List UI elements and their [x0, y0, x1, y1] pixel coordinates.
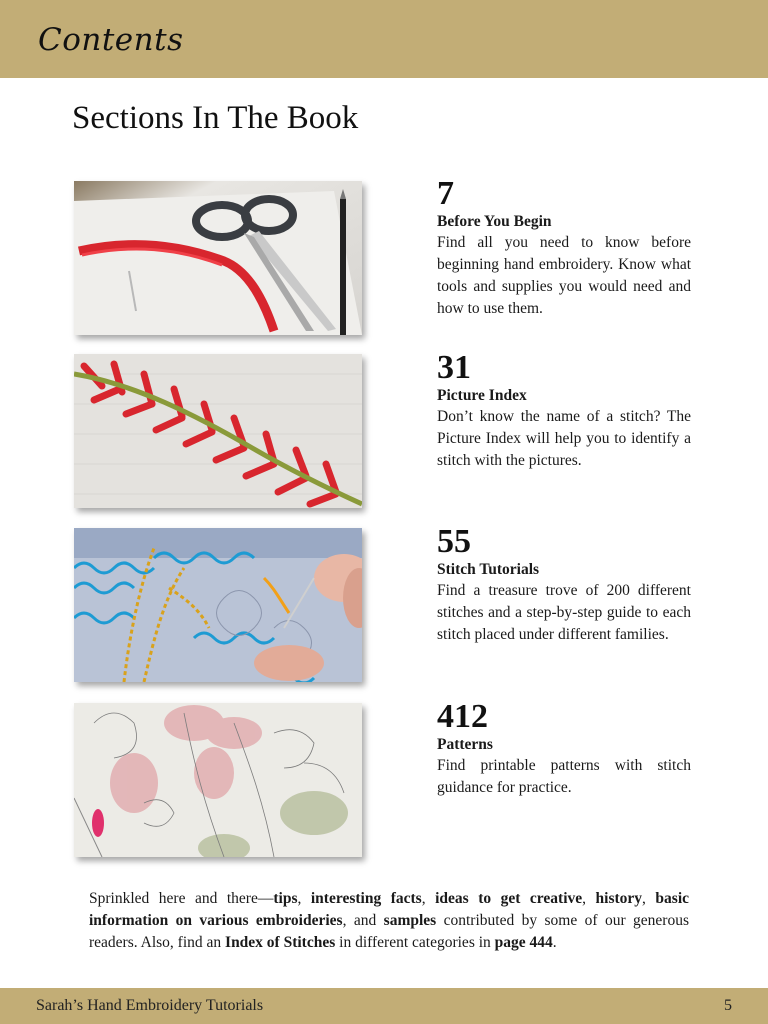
entry-patterns	[437, 699, 691, 799]
entry-page-number[interactable]: 7	[437, 175, 454, 212]
note-highlight: samples	[383, 912, 437, 929]
note-text: ,	[582, 890, 596, 907]
footer-book-title: Sarah’s Hand Embroidery Tutorials	[36, 997, 264, 1014]
note-highlight: Index of Stitches	[225, 934, 336, 951]
note-text: ,	[421, 890, 436, 907]
entry-title[interactable]: Stitch Tutorials	[437, 561, 540, 578]
footer-band	[0, 988, 768, 1024]
entry-description: Find printable patterns with stitch guidance for practice.	[437, 757, 691, 796]
page-header-title: Contents	[38, 22, 184, 58]
tools-and-supplies-photo	[74, 181, 362, 335]
note-text: contributed by some of our generous readers. Also, find an	[89, 912, 689, 951]
entry-picture-index	[437, 350, 691, 472]
entry-page-number[interactable]: 55	[437, 523, 471, 560]
entry-page-number[interactable]: 412	[437, 698, 488, 735]
page-reference-link[interactable]: page 444	[494, 934, 553, 951]
footer-page-number: 5	[724, 997, 732, 1014]
entry-title[interactable]: Picture Index	[437, 387, 527, 404]
header-band	[0, 0, 768, 78]
entry-before-you-begin	[437, 176, 691, 320]
note-text: ,	[642, 890, 656, 907]
stitching-in-progress-photo	[74, 528, 362, 682]
note-text: in different categories in	[335, 934, 495, 951]
section-heading: Sections In The Book	[72, 100, 359, 136]
entry-stitch-tutorials	[437, 524, 691, 646]
stitch-sample-photo	[74, 354, 362, 508]
extras-note	[89, 888, 689, 954]
note-text: Sprinkled here and there—	[89, 890, 274, 907]
note-text: ,	[297, 890, 311, 907]
entry-description: Don’t know the name of a stitch? The Picture Index will help you to identify a stitch with the pictures.	[437, 408, 691, 469]
note-highlight: interesting facts	[310, 890, 422, 907]
note-text: .	[552, 934, 557, 951]
entry-description: Find all you need to know before beginning hand embroidery. Know what tools and supplies you would need and how to use them.	[437, 234, 691, 317]
pattern-sheet-photo	[74, 703, 362, 857]
note-highlight: history	[595, 890, 643, 907]
entry-page-number[interactable]: 31	[437, 349, 471, 386]
entry-title[interactable]: Before You Begin	[437, 213, 552, 230]
entry-title[interactable]: Patterns	[437, 736, 493, 753]
note-text: , and	[342, 912, 384, 929]
note-highlight: basic information on various embroideries	[89, 890, 690, 929]
note-highlight: ideas to get creative	[435, 890, 583, 907]
entry-description: Find a treasure trove of 200 different stitches and a step-by-step guide to each stitch placed under different families.	[437, 582, 691, 643]
note-highlight: tips	[273, 890, 298, 907]
